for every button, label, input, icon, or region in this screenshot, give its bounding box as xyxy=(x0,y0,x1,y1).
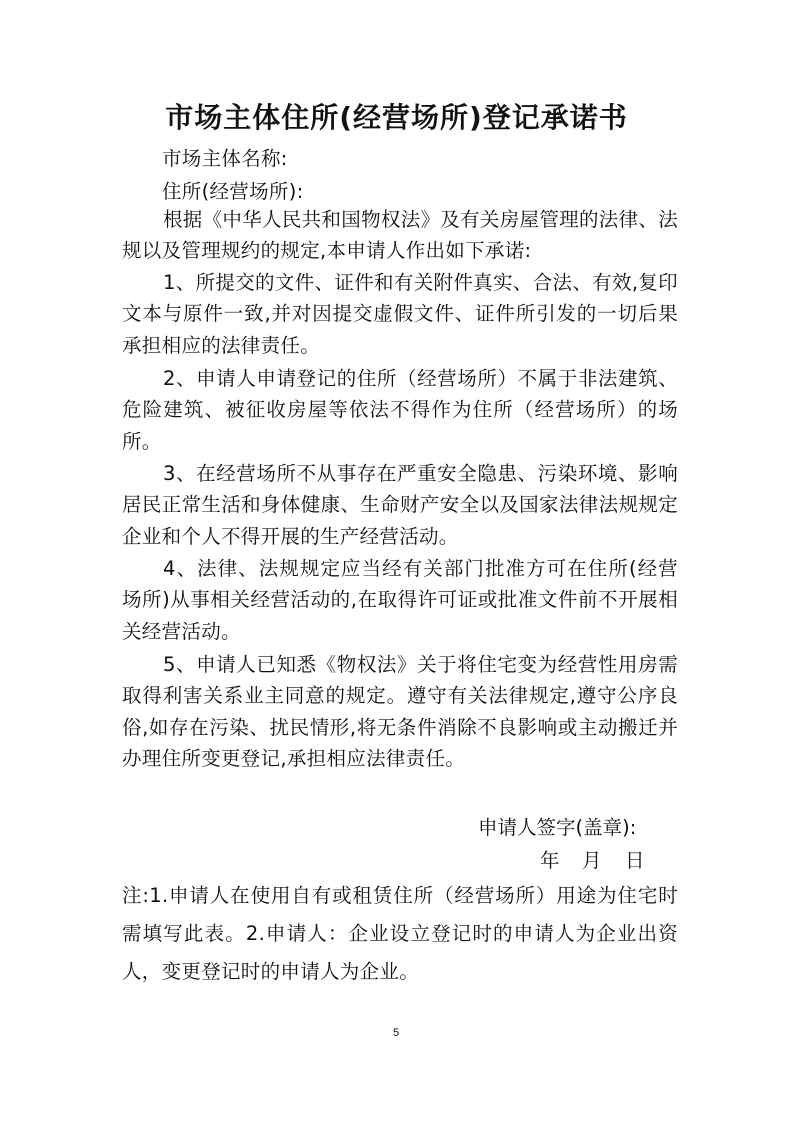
intro-paragraph: 根据《中华人民共和国物权法》及有关房屋管理的法律、法规以及管理规约的规定,本申请人作出如下承诺: xyxy=(122,208,678,263)
commitment-item-4: 4、法律、法规规定应当经有关部门批准方可在住所(经营场所)从事相关经营活动的,在取得许可证或批准文件前不开展相关经营活动。 xyxy=(122,557,678,643)
commitment-item-2: 2、申请人申请登记的住所（经营场所）不属于非法建筑、危险建筑、被征收房屋等依法不得作为住所（经营场所）的场所。 xyxy=(122,367,678,453)
commitment-item-3: 3、在经营场所不从事存在严重安全隐患、污染环境、影响居民正常生活和身体健康、生命财产安全以及国家法律法规规定企业和个人不得开展的生产经营活动。 xyxy=(122,462,678,548)
document-title: 市场主体住所(经营场所)登记承诺书 xyxy=(165,101,628,134)
date-year: 年 xyxy=(540,849,560,872)
page-number: 5 xyxy=(392,1027,400,1039)
commitment-item-5: 5、申请人已知悉《物权法》关于将住宅变为经营性用房需取得利害关系业主同意的规定。遵守有关法律规定,遵守公序良俗,如存在污染、扰民情形,将无条件消除不良影响或主动搬迁并办理住所变更登记,承担相应法律责任。 xyxy=(122,653,678,771)
date-day: 日 xyxy=(625,849,645,872)
signature-label: 申请人签字(盖章): xyxy=(478,816,637,839)
footnote: 注:1.申请人在使用自有或租赁住所（经营场所）用途为住宅时需填写此表。2.申请人：企业设立登记时的申请人为企业出资人，变更登记时的申请人为企业。 xyxy=(122,884,678,983)
commitment-item-1: 1、所提交的文件、证件和有关附件真实、合法、有效,复印文本与原件一致,并对因提交虚假文件、证件所引发的一切后果承担相应的法律责任。 xyxy=(122,271,678,357)
address-field: 住所(经营场所): xyxy=(162,180,304,203)
date-month: 月 xyxy=(582,849,602,872)
entity-name-field: 市场主体名称: xyxy=(162,147,288,170)
